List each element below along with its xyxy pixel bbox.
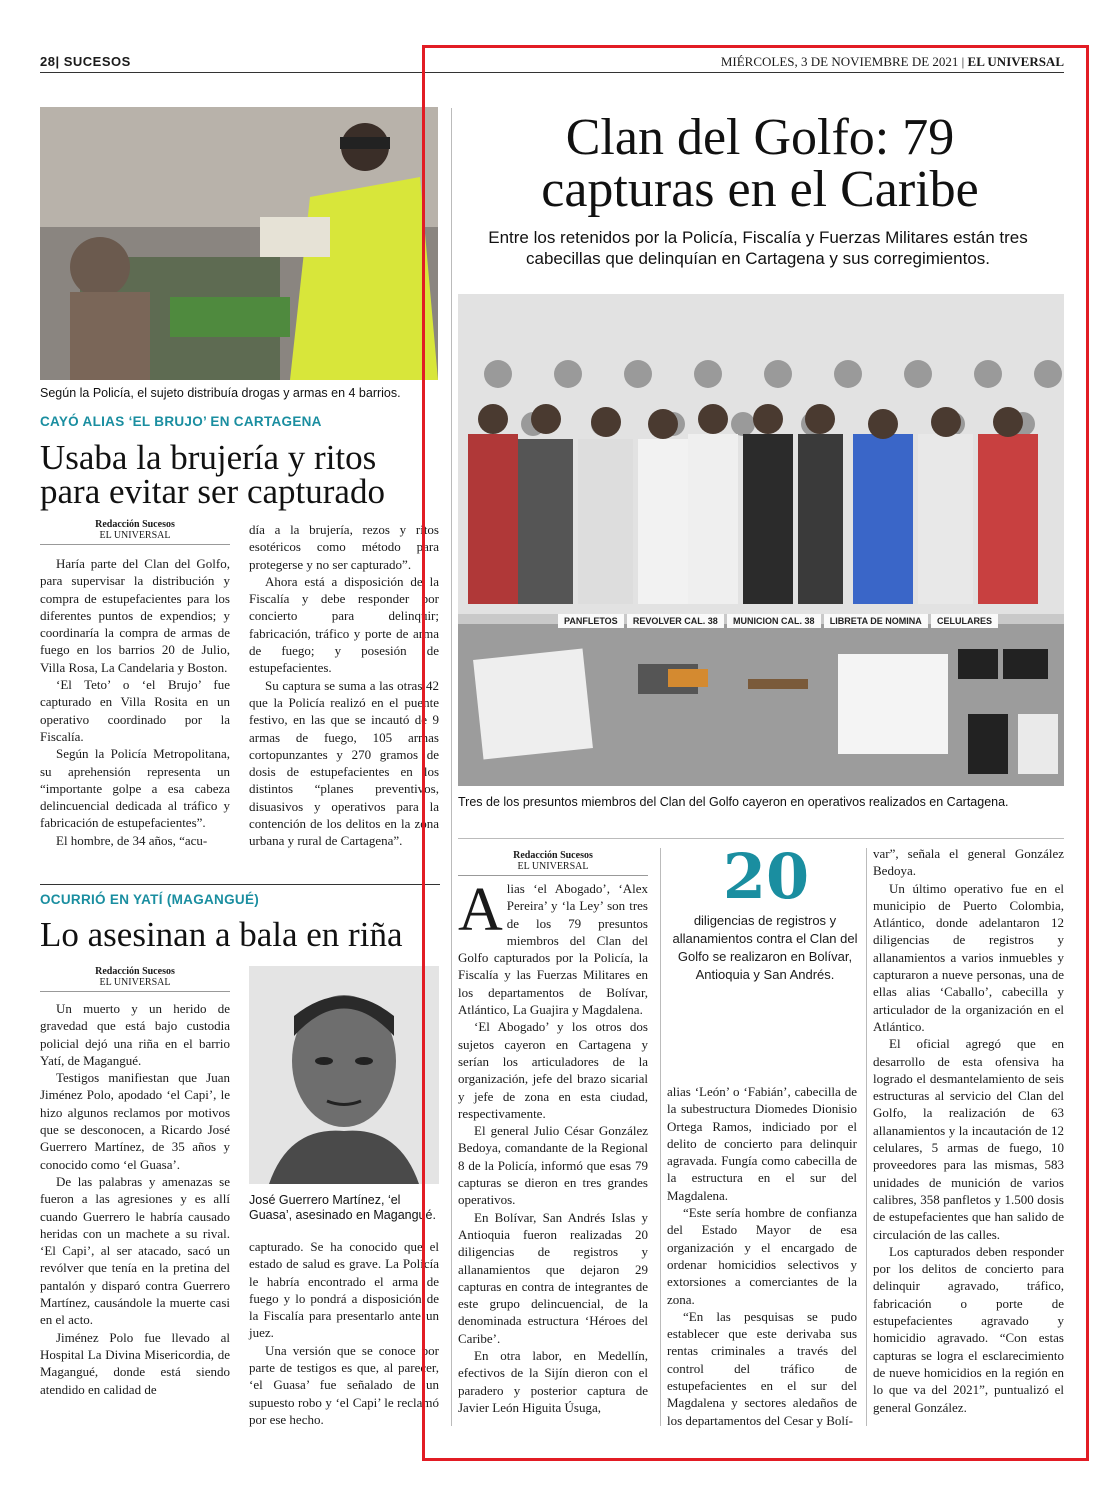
- paragraph: Según la Policía Metropolitana, su aprehensión representa un “importante golpe a esa cabeza delincuencial dedicada al tráfico y fabricación de estupefacientes”.: [40, 746, 230, 831]
- paragraph: El general Julio César González Bedoya, comandante de la Regional 8 de la Policía, informó que esas 79 capturas se dieron en tres grandes operativos.: [458, 1123, 648, 1208]
- evidence-label: PANFLETOS: [558, 614, 624, 628]
- header-rule: [40, 72, 1064, 73]
- story1-column-2: [249, 521, 439, 850]
- paragraph: Jiménez Polo fue llevado al Hospital La Divina Misericordia, de Magangué, donde está siendo atendido en calidad de: [40, 1329, 230, 1397]
- paragraph: En Bolívar, San Andrés Islas y Antioquia fueron realizadas 20 diligencias de registros y allanamientos que dejaron 29 capturas en contra de integrantes de este grupo delincuencial, de la denominada estructura ‘Héroes del Caribe’.: [458, 1209, 648, 1346]
- paragraph: “Este sería hombre de confianza del Estado Mayor de esa organización y el encargado de ordenar homicidios selectivos y extorsiones a comerciantes de la zona.: [667, 1205, 857, 1307]
- portrait-illustration: [249, 966, 439, 1184]
- paragraph: El oficial agregó que en desarrollo de esta ofensiva ha logrado el desmantelamiento de seis estructuras al servicio del Clan del Golfo, la realización de 63 allanamientos y la incautación de 12 celulares, 5 armas de fuego, 10 proveedores para las mismas, 583 unidades de munición de varios calibres, 358 panfletos y 1.500 dosis de estupefacientes que han salido de circulación de las calles.: [873, 1036, 1064, 1242]
- lead-text: lias ‘el Abogado’, ‘Alex Pereira’ y ‘la Ley’ son tres de los 79 presuntos miembros del Clan del Golfo capturados por la Policía, la Fiscalía y las Fuerzas Militares en los departamentos de Bolívar, Atlántico, La Guajira y Magdalena.: [458, 881, 648, 1018]
- evidence-label: LIBRETA DE NOMINA: [824, 614, 928, 628]
- byline-paper: EL UNIVERSAL: [99, 977, 171, 988]
- byline-paper: EL UNIVERSAL: [99, 530, 171, 541]
- page-section-label: 28| SUCESOS: [40, 54, 131, 69]
- paragraph: var”, señala el general González Bedoya.: [873, 846, 1064, 879]
- story2-portrait-photo: [249, 966, 439, 1184]
- page-dateline: [721, 54, 1064, 70]
- paragraph: Los capturados deben responder por los delitos de concierto para delinquir agravado, tráfico, fabricación o porte de estupefacientes agravado y homicidio agravado. “Con estas capturas se logra el esclarecimiento de nueve homicidios en la región en lo que va del 2021”, puntualizó el general González.: [873, 1243, 1064, 1415]
- main-column-3: [873, 845, 1064, 1416]
- column-separator: [660, 848, 661, 1426]
- paragraph: alias ‘León’ o ‘Fabián’, cabecilla de la subestructura Diomedes Dionisio Ortega Ramos, indiciado por el delito de concierto para delinquir agravada. Fungía como cabecilla de la estructura en el sur del Magdalena.: [667, 1084, 857, 1203]
- stat-number: 20: [722, 840, 810, 913]
- story1-photo: [40, 107, 438, 380]
- main-photo-caption: Tres de los presuntos miembros del Clan del Golfo cayeron en operativos realizados en Cartagena.: [458, 795, 1009, 809]
- paragraph: Un muerto y un herido de gravedad que está bajo custodia policial dejó una riña en el barrio Yatí, de Magangué.: [40, 1001, 230, 1068]
- group-photo-illustration: [458, 294, 1064, 786]
- paragraph: Una versión que se conoce por parte de testigos es que, al parecer, ‘el Guasa’ fue señalado de un supuesto robo y ‘el Capi’ le reclamó por ese hecho.: [249, 1342, 439, 1427]
- story2-kicker: OCURRIÓ EN YATÍ (MAGANGUÉ): [40, 892, 260, 907]
- story2-byline: [40, 966, 230, 988]
- paragraph: De las palabras y amenazas se fueron a las agresiones y es allí cuando Guerrero le habría causado heridas con un machete a su rival. ‘El Capi’, al ser atacado, sacó un revólver que tenía en la pretina del pantalón y disparó contra Guerrero Martínez, causándole la muerte casi en el acto.: [40, 1173, 230, 1328]
- story1-column-1: [40, 555, 230, 849]
- paragraph: día a la brujería, rezos y ritos esotéricos como método para protegerse y no ser capturado”.: [249, 522, 439, 572]
- column-separator: [451, 108, 452, 1426]
- lead-paragraph: [458, 876, 648, 1018]
- main-column-2: [667, 1083, 857, 1429]
- byline-author: Redacción Sucesos: [513, 850, 593, 861]
- byline-author: Redacción Sucesos: [95, 966, 175, 977]
- evidence-label: CELULARES: [931, 614, 998, 628]
- stat-description: diligencias de registros y allanamientos contra el Clan del Golfo se realizaron en Bolívar, Antioquia y San Andrés.: [672, 913, 858, 982]
- story2-photo-caption: José Guerrero Martínez, ‘el Guasa’, asesinado en Magangué.: [249, 1193, 436, 1222]
- byline-author: Redacción Sucesos: [95, 519, 175, 530]
- paragraph: El hombre, de 34 años, “acu-: [56, 832, 208, 848]
- story2-column-2: [249, 1238, 439, 1428]
- paragraph: capturado. Se ha conocido que el estado de salud es grave. La Policía le habría encontrado el arma de fuego y lo pondrá a disposición de la Fiscalía para presentarlo ante un juez.: [249, 1239, 439, 1341]
- drop-cap: A: [458, 876, 503, 944]
- byline-rule: [40, 544, 230, 545]
- section-divider: [40, 884, 440, 885]
- evidence-labels: [558, 614, 998, 628]
- newspaper-name: EL UNIVERSAL: [967, 54, 1064, 69]
- paragraph: ‘El Abogado’ y los otros dos sujetos cayeron en Cartagena y serían los articuladores de la organización, jefe del brazo sicarial y jefe de zona en esta ciudad, respectivamente.: [458, 1019, 648, 1121]
- story1-photo-caption: Según la Policía, el sujeto distribuía drogas y armas en 4 barrios.: [40, 386, 401, 400]
- evidence-label: REVOLVER CAL. 38: [627, 614, 724, 628]
- column-separator: [866, 848, 867, 1426]
- byline-paper: EL UNIVERSAL: [517, 861, 589, 872]
- story1-byline: [40, 519, 230, 541]
- main-body-top-rule: [458, 838, 1064, 839]
- main-deck: Entre los retenidos por la Policía, Fiscalía y Fuerzas Militares están tres cabecillas que delinquían en Cartagena y sus corregimientos.: [488, 228, 1028, 268]
- story1-headline: Usaba la brujería y ritos para evitar ser capturado: [40, 438, 385, 511]
- paragraph: ‘El Teto’ o ‘el Brujo’ fue capturado en Villa Rosita en un operativo coordinado por la Fiscalía.: [40, 677, 230, 744]
- story2-column-1: [40, 1000, 230, 1398]
- paragraph: Su captura se suma a las otras 42 que la Policía realizó en el puente festivo, en las que se incautó de 9 armas de fuego, 105 armas cortopunzantes y 270 gramos de dosis de estupefacientes en los distintos “planes preventivos, disuasivos y operativos para la contención de los delitos en la zona urbana y rural de Cartagena”.: [249, 677, 439, 849]
- main-group-photo: [458, 294, 1064, 786]
- main-column-1: [458, 876, 648, 1416]
- story1-photo-illustration: [40, 107, 438, 380]
- story2-headline: Lo asesinan a bala en riña: [40, 915, 403, 954]
- paragraph: Testigos manifiestan que Juan Jiménez Polo, apodado ‘el Capi’, le hizo algunos reclamos por motivos que se desconocen, a Ricardo José Guerrero Martínez, de 35 años y conocido como ‘el Guasa’.: [40, 1070, 230, 1172]
- paragraph: Un último operativo fue en el municipio de Puerto Colombia, Atlántico, donde adelantaron 12 diligencias de registros y allanamientos a varios inmuebles y capturaron a nueve personas, una de ellas alias ‘Caballo’, cabecilla y articulador de la organización en el Atlántico.: [873, 880, 1064, 1034]
- main-title: Clan del Golfo: 79 capturas en el Caribe: [541, 109, 979, 218]
- byline-rule: [40, 991, 230, 992]
- evidence-label: MUNICION CAL. 38: [727, 614, 821, 628]
- paragraph: Haría parte del Clan del Golfo, para supervisar la distribución y compra de estupefacientes para los diferentes puntos de expendios; y coordinaría la compra de armas de fuego en los barrios 20 de Julio, Villa Rosa, La Candelaria y Boston.: [40, 556, 230, 675]
- paragraph: En otra labor, en Medellín, efectivos de la Sijín dieron con el paradero y posterior captura de Javier León Higuita Úsuga,: [458, 1348, 648, 1415]
- date-text: MIÉRCOLES, 3 DE NOVIEMBRE DE 2021 |: [720, 54, 965, 69]
- story1-kicker: CAYÓ ALIAS ‘EL BRUJO’ EN CARTAGENA: [40, 414, 322, 429]
- paragraph: “En las pesquisas se pudo establecer que este derivaba sus rentas criminales a través del control del tráfico de estupefacientes en el sur del Magdalena y sectores aledaños de los departamentos del Cesar y Bolí-: [667, 1308, 857, 1428]
- paragraph: Ahora está a disposición de la Fiscalía y debe responder por concierto para delinquir; fabricación, tráfico y porte de arma de fuego; y posesión de estupefacientes.: [249, 573, 439, 676]
- main-byline: [458, 850, 648, 872]
